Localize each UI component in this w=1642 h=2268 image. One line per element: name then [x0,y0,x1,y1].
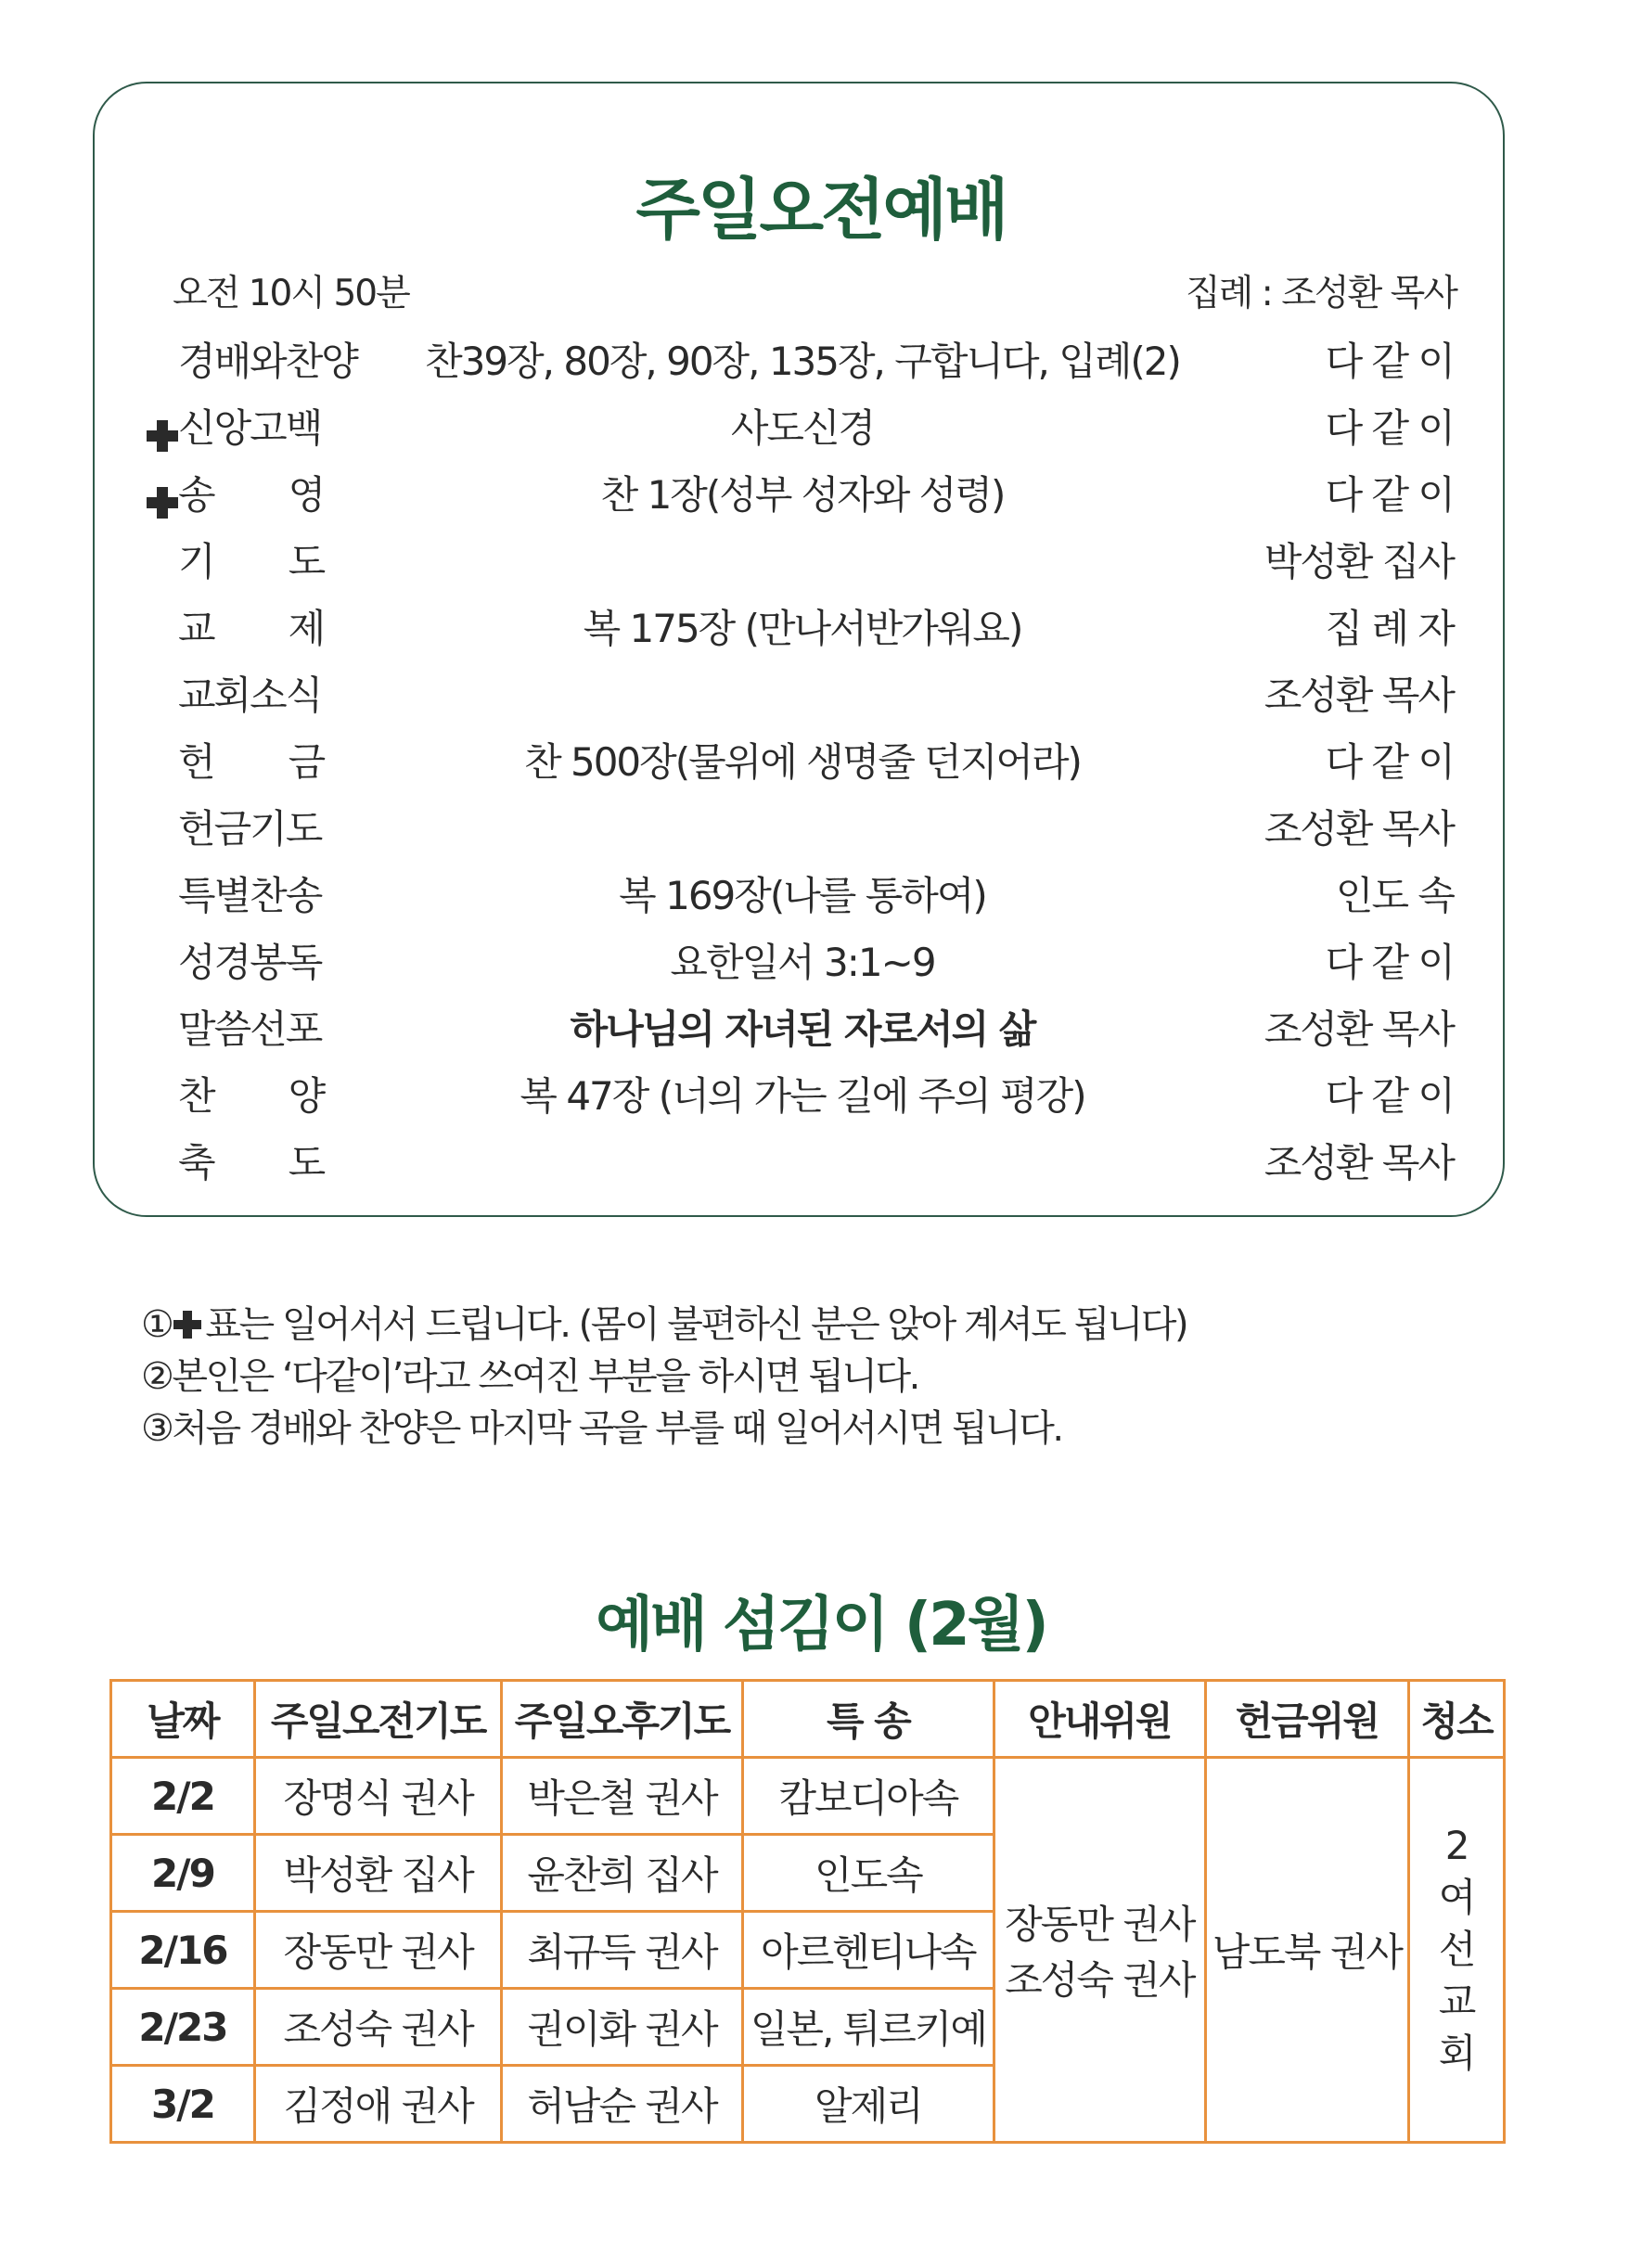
note-1 [141,1299,1187,1351]
header-cleaning: 청소 [1409,1681,1505,1758]
cross-icon [173,1311,201,1339]
notes [141,1299,1187,1454]
cleaning-char: 선 [1438,1927,1475,1972]
am-prayer-cell: 김정애 권사 [254,2066,501,2143]
special-song-cell: 일본, 튀르키예 [742,1989,994,2066]
note-1-number: ① [141,1303,173,1346]
order-person: 다 같 이 [1325,940,1454,985]
servants-title: 예배 섬김이 (2월) [596,1591,1046,1659]
cleaning-char: 교 [1438,1979,1475,2024]
order-label: 특별찬송 [178,873,322,918]
order-content: 찬 1장(성부 성자와 성령) [600,472,1005,518]
order-content: 사도신경 [730,405,875,451]
order-person: 조성환 목사 [1264,1006,1454,1052]
order-label: 송 영 [178,472,325,518]
order-row [0,663,1642,728]
order-row [0,329,1642,394]
order-content: 복 169장(나를 통하여) [619,873,986,918]
header-date: 날짜 [111,1681,255,1758]
am-prayer-cell: 장동만 권사 [254,1912,501,1989]
special-song-cell: 아르헨티나속 [742,1912,994,1989]
order-person: 조성환 목사 [1264,1140,1454,1185]
cleaning-char: 2 [1444,1823,1469,1868]
order-label: 경배와찬양 [178,339,357,384]
order-content: 복 175장 (만나서반가워요) [583,606,1022,651]
order-person: 조성환 목사 [1264,806,1454,852]
usher-1: 장동만 권사 [1005,1902,1195,1947]
order-person: 다 같 이 [1325,339,1454,384]
order-label: 헌 금 [178,739,325,785]
date-cell: 2/23 [111,1989,255,2066]
order-row [0,596,1642,661]
service-time: 오전 10시 50분 [173,273,409,314]
order-label: 교회소식 [178,673,322,718]
cleaning-cell [1409,1758,1505,2143]
order-label: 성경봉독 [178,940,322,985]
table-header-row [111,1681,1505,1758]
cleaning-char: 회 [1438,2031,1475,2076]
order-label: 교 제 [178,606,325,651]
order-title: 주일오전예배 [635,171,1007,249]
pm-prayer-cell: 최규득 권사 [502,1912,742,1989]
order-label: 신앙고백 [178,405,322,451]
pm-prayer-cell: 윤찬희 집사 [502,1835,742,1912]
pm-prayer-cell: 권이화 권사 [502,1989,742,2066]
order-label: 말씀선포 [178,1006,322,1052]
date-cell: 3/2 [111,2066,255,2143]
date-cell: 2/9 [111,1835,255,1912]
am-prayer-cell: 장명식 권사 [254,1758,501,1835]
order-person: 조성환 목사 [1264,673,1454,718]
order-content: 복 47장 (너의 가는 길에 주의 평강) [520,1073,1085,1119]
order-row [0,930,1642,995]
note-3: ③처음 경배와 찬양은 마지막 곡을 부를 때 일어서시면 됩니다. [141,1407,1062,1450]
order-content: 찬 500장(물위에 생명줄 던지어라) [524,739,1081,785]
header-pm-prayer: 주일오후기도 [502,1681,742,1758]
cross-icon [147,487,178,519]
order-row [0,463,1642,528]
service-leader: 집례 : 조성환 목사 [1185,273,1456,314]
order-person: 다 같 이 [1325,1073,1454,1119]
cleaning-char: 여 [1438,1875,1475,1920]
order-label: 헌금기도 [178,806,322,852]
order-person: 집 례 자 [1325,606,1454,651]
order-row [0,530,1642,595]
order-person: 다 같 이 [1325,405,1454,451]
header-special-song: 특 송 [742,1681,994,1758]
special-song-cell: 인도속 [742,1835,994,1912]
order-person: 박성환 집사 [1264,539,1454,584]
order-label: 기 도 [178,539,325,584]
header-usher: 안내위원 [994,1681,1206,1758]
order-content: 요한일서 3:1~9 [670,940,935,985]
cross-icon [147,420,178,452]
order-person: 다 같 이 [1325,472,1454,518]
order-row [0,864,1642,929]
servants-table [109,1679,1506,2144]
order-label: 찬 양 [178,1073,325,1119]
order-label: 축 도 [178,1140,325,1185]
order-row [0,730,1642,795]
table-row [111,1758,1505,1835]
order-row [0,1131,1642,1196]
special-song-cell: 캄보디아속 [742,1758,994,1835]
pm-prayer-cell: 허남순 권사 [502,2066,742,2143]
pm-prayer-cell: 박은철 권사 [502,1758,742,1835]
order-person: 다 같 이 [1325,739,1454,785]
order-content: 하나님의 자녀된 자로서의 삶 [570,1006,1035,1052]
offering-cell: 남도북 권사 [1205,1758,1409,2143]
order-row [0,1064,1642,1129]
usher-cell [994,1758,1206,2143]
note-2: ②본인은 ‘다같이’라고 쓰여진 부분을 하시면 됩니다. [141,1355,918,1398]
order-row [0,797,1642,862]
order-row [0,396,1642,461]
special-song-cell: 알제리 [742,2066,994,2143]
usher-2: 조성숙 권사 [1005,1957,1195,2003]
order-content: 찬39장, 80장, 90장, 135장, 구합니다, 입례(2) [425,339,1180,384]
header-am-prayer: 주일오전기도 [254,1681,501,1758]
note-1-text: 표는 일어서서 드립니다. (몸이 불편하신 분은 앉아 계셔도 됩니다) [205,1303,1187,1346]
date-cell: 2/16 [111,1912,255,1989]
am-prayer-cell: 박성환 집사 [254,1835,501,1912]
order-row [0,997,1642,1062]
header-offering: 헌금위원 [1205,1681,1409,1758]
am-prayer-cell: 조성숙 권사 [254,1989,501,2066]
order-person: 인도 속 [1335,873,1454,918]
date-cell: 2/2 [111,1758,255,1835]
